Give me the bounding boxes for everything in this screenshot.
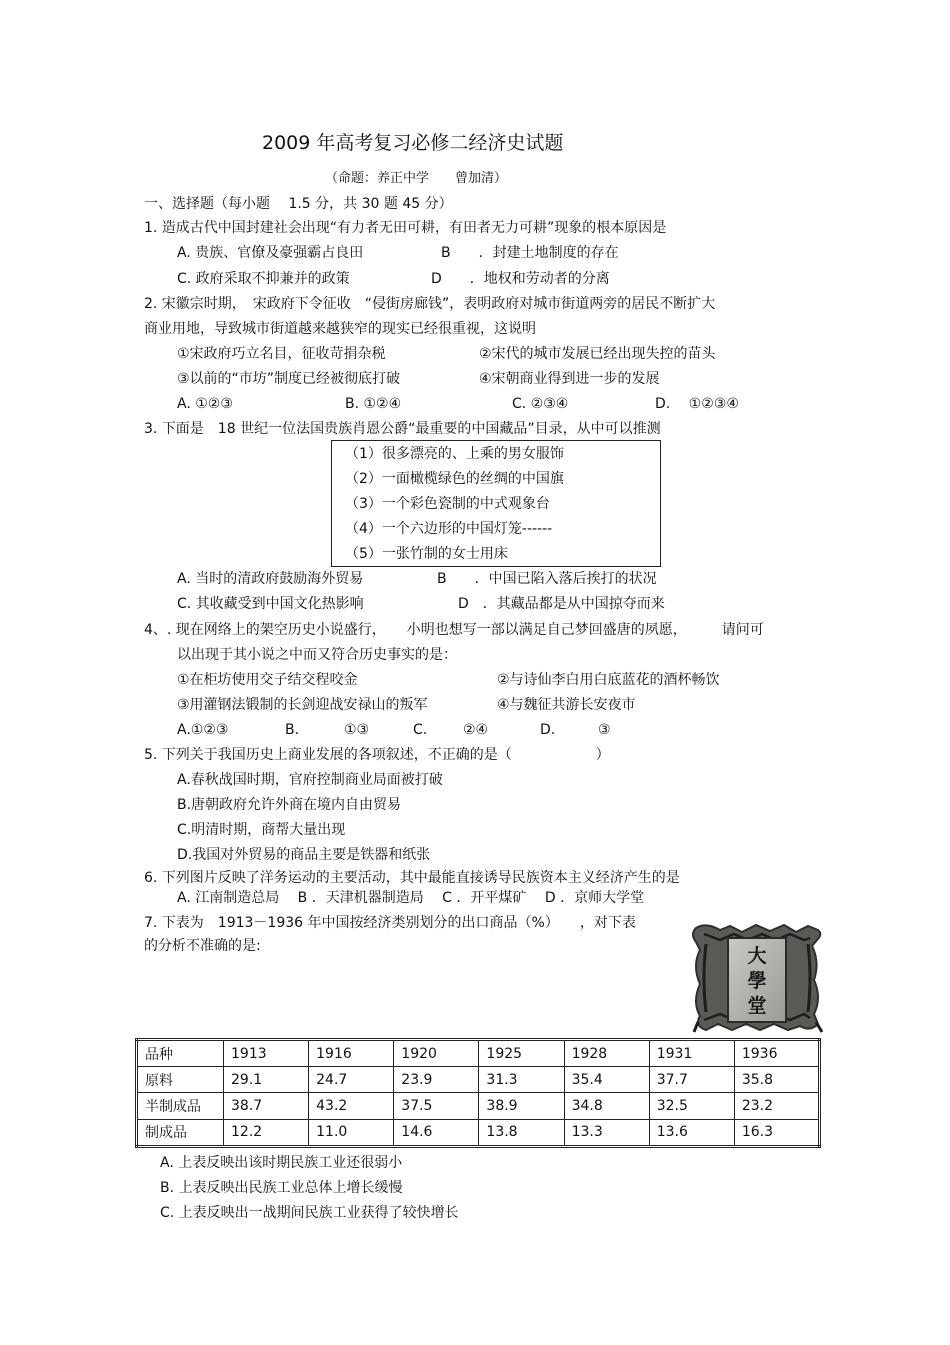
- q3-option-d: D ．其藏品都是从中国掠夺而来: [458, 596, 665, 612]
- q3-item-5: （5）一张竹制的女士用床: [345, 546, 508, 562]
- q5-option-d: D.我国对外贸易的商品主要是铁器和纸张: [177, 847, 431, 863]
- q5-stem: 5. 下列关于我国历史上商业发展的各项叙述，不正确的是（ ）: [144, 747, 610, 763]
- table-cell: 38.9: [479, 1093, 564, 1119]
- q2-statement-4: ④宋朝商业得到进一步的发展: [479, 371, 660, 387]
- q4-option-c-letter: C.: [413, 722, 428, 738]
- section-heading: 一、选择题（每小题 1.5 分，共 30 题 45 分）: [144, 196, 453, 212]
- q2-stem-line1: 2. 宋徽宗时期， 宋政府下令征收 “侵街房廊钱”，表明政府对城市街道两旁的居民不断扩大: [144, 296, 716, 312]
- table-cell: 35.4: [564, 1067, 649, 1093]
- q2-stem-line2: 商业用地，导致城市街道越来越狭窄的现实已经很重视，这说明: [144, 321, 536, 337]
- table-cell: 37.7: [649, 1067, 734, 1093]
- q5-option-a: A.春秋战国时期，官府控制商业局面被打破: [177, 772, 443, 788]
- table-cell: 38.7: [224, 1093, 309, 1119]
- q3-stem: 3. 下面是 18 世纪一位法国贵族肖恩公爵“最重要的中国藏品”目录，从中可以推测: [144, 421, 661, 437]
- table-cell: 13.8: [479, 1119, 564, 1146]
- table-cell: 16.3: [734, 1119, 819, 1146]
- q3-option-b: B ．中国已陷入落后挨打的状况: [437, 571, 657, 587]
- q4-option-b-letter: B.: [285, 722, 300, 738]
- table-cell: 43.2: [309, 1093, 394, 1119]
- table-row: [137, 1067, 820, 1093]
- table-cell: 35.8: [734, 1067, 819, 1093]
- table-cell: 31.3: [479, 1067, 564, 1093]
- q2-option-c: C. ②③④: [512, 396, 569, 412]
- q3-item-4: （4）一个六边形的中国灯笼------: [345, 521, 553, 537]
- q1-stem: 1. 造成古代中国封建社会出现“有力者无田可耕，有田者无力可耕”现象的根本原因是: [144, 220, 667, 236]
- q4-option-a: A.①②③: [177, 722, 229, 738]
- table-cell: 12.2: [224, 1119, 309, 1146]
- q2-option-a: A. ①②③: [177, 396, 233, 412]
- q4-statement-4: ④与魏征共游长安夜市: [497, 697, 636, 713]
- q6-stem: 6. 下列图片反映了洋务运动的主要活动，其中最能直接诱导民族资本主义经济产生的是: [144, 870, 680, 886]
- table-row: [137, 1093, 820, 1119]
- table-cell: 半制成品: [137, 1093, 224, 1119]
- q2-option-b: B. ①②④: [345, 396, 402, 412]
- table-row: [137, 1119, 820, 1146]
- q7-option-a: A. 上表反映出该时期民族工业还很弱小: [160, 1155, 403, 1171]
- table-header-cell: 1913: [224, 1040, 309, 1067]
- q4-stem-line1: 4、. 现在网络上的架空历史小说盛行， 小明也想写一部以满足自己梦回盛唐的夙愿， 请问可: [144, 622, 764, 638]
- export-goods-table: [135, 1038, 821, 1148]
- table-cell: 29.1: [224, 1067, 309, 1093]
- table-cell: 23.9: [394, 1067, 479, 1093]
- table-cell: 24.7: [309, 1067, 394, 1093]
- author-line: （命题：养正中学 曾加清）: [325, 171, 508, 186]
- table-header-cell: 1920: [394, 1040, 479, 1067]
- q7-option-c: C. 上表反映出一战期间民族工业获得了较快增长: [160, 1205, 459, 1221]
- q5-option-c: C.明清时期，商帮大量出现: [177, 822, 346, 838]
- q3-option-a: A. 当时的清政府鼓励海外贸易: [177, 571, 364, 587]
- table-header-cell: 1936: [734, 1040, 819, 1067]
- table-cell: 11.0: [309, 1119, 394, 1146]
- q7-option-b: B. 上表反映出民族工业总体上增长缓慢: [160, 1180, 403, 1196]
- table-header-row: [137, 1040, 820, 1067]
- q3-option-c: C. 其收藏受到中国文化热影响: [177, 596, 364, 612]
- q4-statement-1: ①在柜坊使用交子结交程咬金: [177, 672, 358, 688]
- table-header-cell: 品种: [137, 1040, 224, 1067]
- imperial-university-plaque-image: [690, 922, 825, 1034]
- table-header-cell: 1916: [309, 1040, 394, 1067]
- q4-option-b-value: ①③: [344, 722, 370, 738]
- q7-stem-line1: 7. 下表为 1913－1936 年中国按经济类别划分的出口商品（%） ，对下表: [144, 915, 636, 931]
- q4-statement-3: ③用灌钢法锻制的长剑迎战安禄山的叛军: [177, 697, 428, 713]
- table-cell: 原料: [137, 1067, 224, 1093]
- q6-options: A. 江南制造总局 B ．天津机器制造局 C ．开平煤矿 D ．京师大学堂: [177, 890, 645, 906]
- table-cell: 13.3: [564, 1119, 649, 1146]
- table-header-cell: 1928: [564, 1040, 649, 1067]
- q1-option-a: A. 贵族、官僚及豪强霸占良田: [177, 245, 364, 261]
- q1-option-c: C. 政府采取不抑兼并的政策: [177, 271, 350, 287]
- page-title: 2009 年高考复习必修二经济史试题: [262, 132, 564, 154]
- plaque-char-1: 大: [747, 945, 767, 967]
- q3-item-3: （3）一个彩色瓷制的中式观象台: [345, 496, 550, 512]
- q1-option-b: B ．封建土地制度的存在: [441, 245, 619, 261]
- q7-stem-line2: 的分析不准确的是:: [144, 938, 261, 954]
- table-cell: 制成品: [137, 1119, 224, 1146]
- q5-option-b: B.唐朝政府允许外商在境内自由贸易: [177, 797, 402, 813]
- q3-item-2: （2）一面橄榄绿色的丝绸的中国旗: [345, 471, 564, 487]
- q2-statement-1: ①宋政府巧立名目，征收苛捐杂税: [177, 346, 386, 362]
- table-cell: 37.5: [394, 1093, 479, 1119]
- table-cell: 13.6: [649, 1119, 734, 1146]
- q4-option-c-value: ②④: [463, 722, 489, 738]
- table-cell: 23.2: [734, 1093, 819, 1119]
- q1-option-d: D ．地权和劳动者的分离: [431, 271, 610, 287]
- plaque-char-3: 堂: [747, 995, 767, 1017]
- q4-option-d-value: ③: [598, 722, 611, 738]
- q4-statement-2: ②与诗仙李白用白底蓝花的酒杯畅饮: [497, 672, 720, 688]
- q3-item-1: （1）很多漂亮的、上乘的男女服饰: [345, 446, 564, 462]
- plaque-char-2: 學: [747, 970, 767, 992]
- table-cell: 34.8: [564, 1093, 649, 1119]
- q2-statement-3: ③以前的“市坊”制度已经被彻底打破: [177, 371, 401, 387]
- q4-stem-line2: 以出现于其小说之中而又符合历史事实的是：: [177, 647, 457, 663]
- q2-option-d: D. ①②③④: [655, 396, 739, 412]
- table-cell: 32.5: [649, 1093, 734, 1119]
- table-cell: 14.6: [394, 1119, 479, 1146]
- q4-option-d-letter: D.: [540, 722, 556, 738]
- table-header-cell: 1925: [479, 1040, 564, 1067]
- table-header-cell: 1931: [649, 1040, 734, 1067]
- q2-statement-2: ②宋代的城市发展已经出现失控的苗头: [479, 346, 716, 362]
